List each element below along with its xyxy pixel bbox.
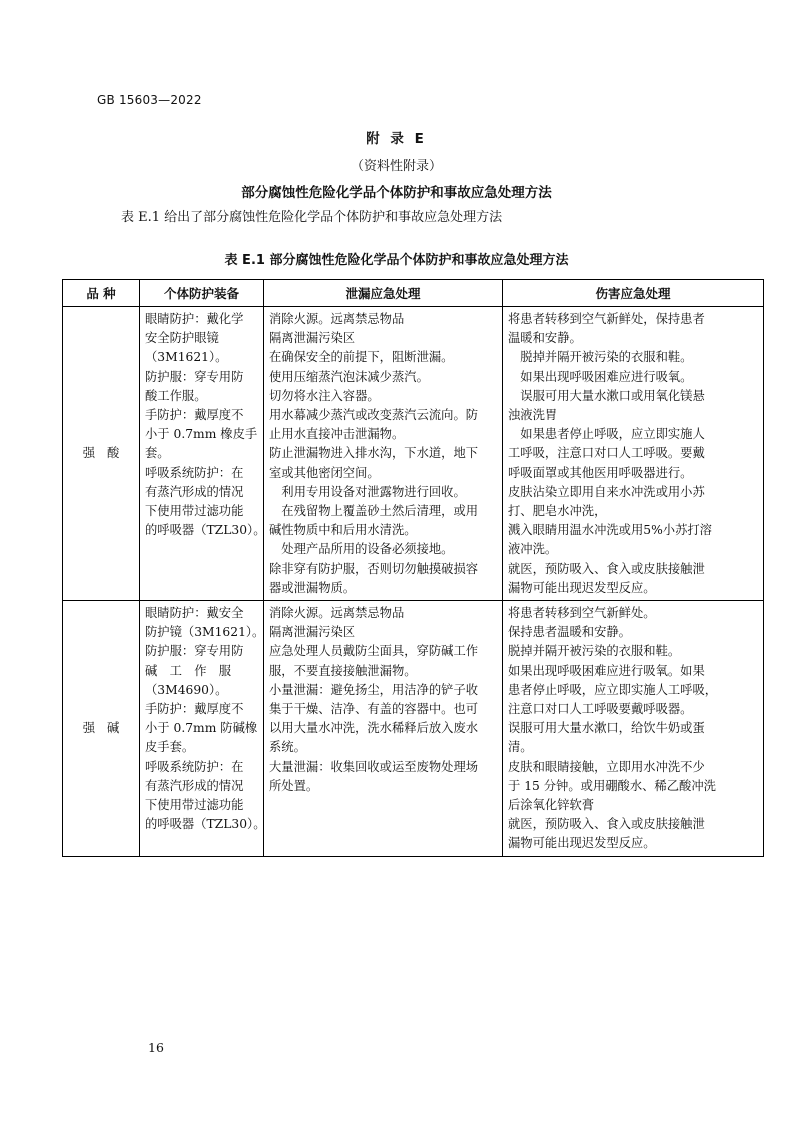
leak-response-cell (264, 307, 503, 601)
chemical-variety-name: 强酸 (82, 445, 132, 460)
cell-text-line: 脱掉并隔开被污染的衣服和鞋。 (508, 350, 693, 365)
cell-text-line: 有蒸汽形成的情况 (145, 484, 244, 499)
cell-text-line: 室或其他密闭空间。 (269, 465, 380, 480)
cell-text-line: 器或泄漏物质。 (269, 580, 356, 595)
cell-text-line: 脱掉并隔开被污染的衣服和鞋。 (508, 644, 681, 659)
cell-text-line: 呼吸面罩或其他医用呼吸器进行。 (508, 465, 693, 480)
chemical-variety-name: 强碱 (82, 720, 132, 735)
cell-text-line: 小于 0.7mm 防碱橡 (145, 721, 258, 736)
cell-text-line: 在确保安全的前提下，阻断泄漏。 (269, 350, 454, 365)
cell-text-line: 以用大量水冲洗，洗水稀释后放入废水 (269, 721, 479, 736)
cell-text-line: 所处置。 (269, 778, 319, 793)
cell-text-line: （3M1621）。 (145, 350, 228, 365)
cell-text-line: 利用专用设备对泄露物进行回收。 (269, 484, 466, 499)
cell-text-line: 系统。 (269, 740, 306, 755)
cell-text-line: 将患者转移到空气新鲜处。 (508, 606, 656, 621)
cell-text-line: 如果出现呼吸困难应进行吸氧。如果 (508, 663, 705, 678)
cell-text-line: 酸工作服。 (145, 388, 207, 403)
cell-text-line: 皮手套。 (145, 740, 195, 755)
cell-text-line: 服，不要直接接触泄漏物。 (269, 663, 417, 678)
cell-text-line: 漏物可能出现迟发型反应。 (508, 580, 656, 595)
cell-text-line: 消除火源。远离禁忌物品 (269, 312, 405, 326)
cell-text-line: 大量泄漏：收集回收或运至废物处理场 (269, 759, 479, 774)
chemical-variety-cell (63, 601, 140, 857)
cell-text-line: 呼吸系统防护：在 (145, 759, 244, 774)
table-row (63, 307, 764, 601)
protection-table (62, 279, 764, 857)
cell-text-line: 于 15 分钟。或用硼酸水、稀乙酸冲洗 (508, 778, 716, 793)
cell-text-line: 注意口对口人工呼吸要戴呼吸器。 (508, 702, 693, 717)
intro-paragraph: 表 E.1 给出了部分腐蚀性危险化学品个体防护和事故应急处理方法 (121, 210, 503, 225)
cell-text-line: 工呼吸，注意口对口人工呼吸。要戴 (508, 446, 705, 461)
cell-text-line: 用水幕减少蒸汽或改变蒸汽云流向。防 (269, 408, 479, 423)
cell-text-line: 碱性物质中和后用水清洗。 (269, 523, 417, 538)
cell-text-line: 眼睛防护：戴化学 (145, 312, 244, 326)
appendix-heading: 部分腐蚀性危险化学品个体防护和事故应急处理方法 (241, 185, 552, 201)
table-row (63, 601, 764, 857)
chemical-variety-cell (63, 307, 140, 601)
cell-text-line: 就医，预防吸入、食入或皮肤接触泄 (508, 817, 705, 832)
page-number: 16 (148, 1040, 164, 1055)
cell-text-line: 如果患者停止呼吸，应立即实施人 (508, 427, 705, 442)
cell-text-line: 有蒸汽形成的情况 (145, 778, 244, 793)
header-injury-response: 伤害应急处理 (503, 280, 764, 307)
standard-code: GB 15603—2022 (97, 93, 202, 107)
appendix-title: 附 录 E (366, 131, 427, 147)
cell-text-line: 应急处理人员戴防尘面具，穿防碱工作 (269, 644, 479, 659)
cell-text-line: 防止泄漏物进入排水沟，下水道，地下 (269, 446, 479, 461)
cell-text-line: 患者停止呼吸，应立即实施人工呼吸， (508, 682, 718, 697)
cell-text-line: 下使用带过滤功能 (145, 504, 244, 519)
cell-text-line: 在残留物上覆盖砂土然后清理，或用 (269, 504, 479, 519)
cell-text-line: 下使用带过滤功能 (145, 798, 244, 813)
ppe-cell (140, 601, 264, 857)
cell-text-line: 保持患者温暖和安静。 (508, 625, 631, 640)
cell-text-line: 皮肤和眼睛接触，立即用水冲洗不少 (508, 759, 705, 774)
cell-text-line: 误服可用大量水漱口或用氧化镁悬 (508, 388, 705, 403)
cell-text-line: 集于干燥、洁净、有盖的容器中。也可 (269, 702, 479, 717)
cell-text-line: 液冲洗。 (508, 542, 558, 557)
cell-text-line: 漏物可能出现迟发型反应。 (508, 836, 656, 851)
leak-response-cell (264, 601, 503, 857)
appendix-subtitle: （资料性附录） (350, 159, 442, 174)
cell-text-line: 如果出现呼吸困难应进行吸氧。 (508, 369, 693, 384)
cell-text-line: 皮肤沾染立即用自来水冲洗或用小苏 (508, 484, 705, 499)
cell-text-line: （3M4690）。 (145, 682, 228, 697)
header-leak-response: 泄漏应急处理 (264, 280, 503, 307)
cell-text-line: 切勿将水注入容器。 (269, 388, 380, 403)
cell-text-line: 消除火源。远离禁忌物品 (269, 606, 405, 621)
cell-text-line: 眼睛防护：戴安全 (145, 606, 244, 621)
cell-text-line: 碱 工 作 服 (145, 663, 232, 678)
table-header-row (63, 280, 764, 307)
cell-text-line: 小量泄漏：避免扬尘，用洁净的铲子收 (269, 682, 479, 697)
cell-text-line: 隔离泄漏污染区 (269, 625, 356, 640)
cell-text-line: 使用压缩蒸汽泡沫减少蒸汽。 (269, 369, 429, 384)
cell-text-line: 套。 (145, 446, 170, 461)
injury-response-cell (503, 307, 764, 601)
cell-text-line: 呼吸系统防护：在 (145, 465, 244, 480)
cell-text-line: 温暖和安静。 (508, 331, 582, 346)
cell-text-line: 手防护：戴厚度不 (145, 702, 244, 717)
header-ppe: 个体防护装备 (140, 280, 264, 307)
cell-text-line: 隔离泄漏污染区 (269, 331, 356, 346)
ppe-cell (140, 307, 264, 601)
cell-text-line: 小于 0.7mm 橡皮手 (145, 427, 258, 442)
cell-text-line: 将患者转移到空气新鲜处，保持患者 (508, 312, 705, 326)
cell-text-line: 清。 (508, 740, 533, 755)
cell-text-line: 的呼吸器（TZL30）。 (145, 817, 266, 832)
cell-text-line: 浊液洗胃 (508, 408, 558, 423)
cell-text-line: 后涂氧化锌软膏 (508, 798, 595, 813)
cell-text-line: 手防护：戴厚度不 (145, 408, 244, 423)
table-body (63, 307, 764, 857)
table-caption: 表 E.1 部分腐蚀性危险化学品个体防护和事故应急处理方法 (224, 253, 569, 268)
cell-text-line: 除非穿有防护服，否则切勿触摸破损容 (269, 561, 479, 576)
injury-response-cell (503, 601, 764, 857)
cell-text-line: 打、肥皂水冲洗， (508, 504, 607, 519)
cell-text-line: 防护服：穿专用防 (145, 644, 244, 659)
cell-text-line: 溅入眼睛用温水冲洗或用5%小苏打溶 (508, 523, 712, 538)
header-variety: 品 种 (63, 280, 140, 307)
cell-text-line: 防护服：穿专用防 (145, 369, 244, 384)
cell-text-line: 误服可用大量水漱口，给饮牛奶或蛋 (508, 721, 705, 736)
cell-text-line: 止用水直接冲击泄漏物。 (269, 427, 405, 442)
cell-text-line: 安全防护眼镜 (145, 331, 219, 346)
cell-text-line: 处理产品所用的设备必须接地。 (269, 542, 454, 557)
cell-text-line: 的呼吸器（TZL30）。 (145, 523, 266, 538)
cell-text-line: 防护镜（3M1621）。 (145, 625, 265, 640)
cell-text-line: 就医，预防吸入、食入或皮肤接触泄 (508, 561, 705, 576)
